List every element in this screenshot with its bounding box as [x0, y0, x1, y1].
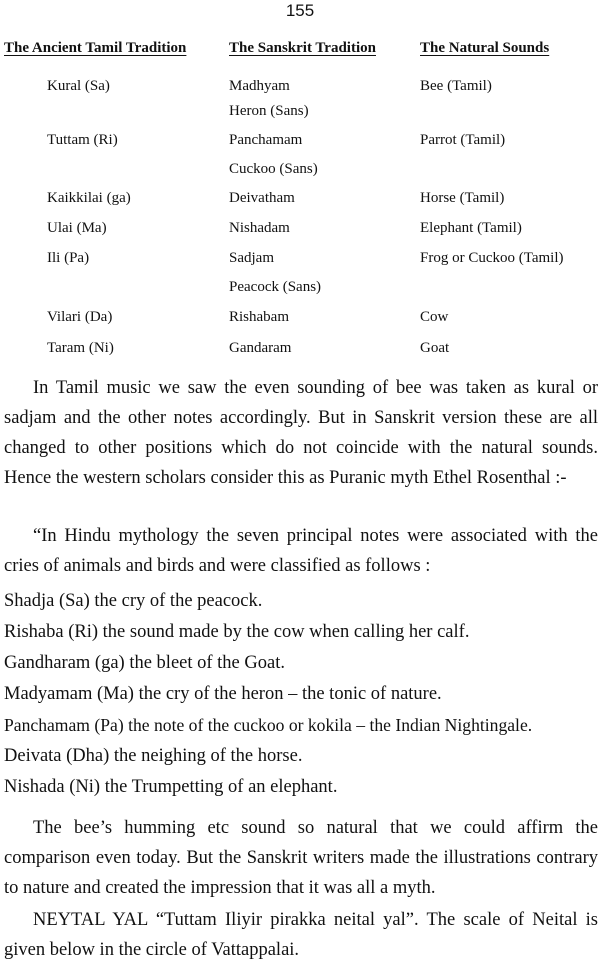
paragraph-tamil-music: In Tamil music we saw the even sounding of bee was taken as kural or sadjam and the other notes accordingly. But in Sanskrit version these are all changed to other positions which do not coincide with the natural sounds. Hence the western scholars consider this as Puranic myth Ethel Rosenthal :- [4, 378, 598, 488]
cell-sanskrit-note: Madhyam [229, 78, 290, 94]
cell-sanskrit-note: Panchamam [229, 132, 303, 148]
cell-sanskrit-note: Nishadam [229, 220, 290, 236]
cell-sanskrit-note: Heron (Sans) [229, 103, 309, 119]
note-line-sa: Shadja (Sa) the cry of the peacock. [4, 591, 263, 611]
cell-natural-sound: Bee (Tamil) [420, 78, 492, 94]
note-line-dha: Deivata (Dha) the neighing of the horse. [4, 746, 303, 766]
cell-sanskrit-note: Rishabam [229, 309, 289, 325]
cell-tamil-note: Vilari (Da) [47, 309, 113, 325]
cell-sanskrit-note: Cuckoo (Sans) [229, 161, 318, 177]
paragraph-neytal-yal: NEYTAL YAL “Tuttam Iliyir pirakka neital yal”. The scale of Neital is given below in the circle of Vattappalai. [4, 910, 598, 960]
cell-tamil-note: Kaikkilai (ga) [47, 190, 131, 206]
header-natural-sounds: The Natural Sounds [420, 40, 550, 56]
note-line-ni: Nishada (Ni) the Trumpetting of an elephant. [4, 777, 338, 797]
cell-natural-sound: Frog or Cuckoo (Tamil) [420, 250, 564, 266]
header-tamil-tradition: The Ancient Tamil Tradition [4, 40, 187, 56]
cell-sanskrit-note: Deivatham [229, 190, 295, 206]
page-number: 155 [285, 1, 315, 20]
cell-sanskrit-note: Gandaram [229, 340, 292, 356]
cell-sanskrit-note: Peacock (Sans) [229, 279, 322, 295]
cell-sanskrit-note: Sadjam [229, 250, 274, 266]
cell-tamil-note: Tuttam (Ri) [47, 132, 118, 148]
cell-natural-sound: Parrot (Tamil) [420, 132, 506, 148]
paragraph-bee-humming: The bee’s humming etc sound so natural that we could affirm the comparison even today. But the Sanskrit writers made the illustrations contrary to nature and created the impression that it was all a myth. [4, 818, 598, 898]
cell-tamil-note: Ulai (Ma) [47, 220, 107, 236]
header-sanskrit-tradition: The Sanskrit Tradition [229, 40, 376, 56]
note-line-pa: Panchamam (Pa) the note of the cuckoo or kokila – the Indian Nightingale. [4, 715, 533, 735]
note-line-ri: Rishaba (Ri) the sound made by the cow when calling her calf. [4, 622, 470, 642]
cell-natural-sound: Goat [420, 340, 450, 356]
cell-natural-sound: Cow [420, 309, 449, 325]
cell-natural-sound: Horse (Tamil) [420, 190, 505, 206]
note-line-ma: Madyamam (Ma) the cry of the heron – the tonic of nature. [4, 684, 442, 704]
cell-tamil-note: Taram (Ni) [47, 340, 114, 356]
cell-natural-sound: Elephant (Tamil) [420, 220, 522, 236]
cell-tamil-note: Ili (Pa) [47, 250, 90, 266]
note-line-ga: Gandharam (ga) the bleet of the Goat. [4, 653, 285, 673]
paragraph-rosenthal-quote: “In Hindu mythology the seven principal notes were associated with the cries of animals and birds and were classified as follows : [4, 526, 598, 576]
cell-tamil-note: Kural (Sa) [47, 78, 110, 94]
